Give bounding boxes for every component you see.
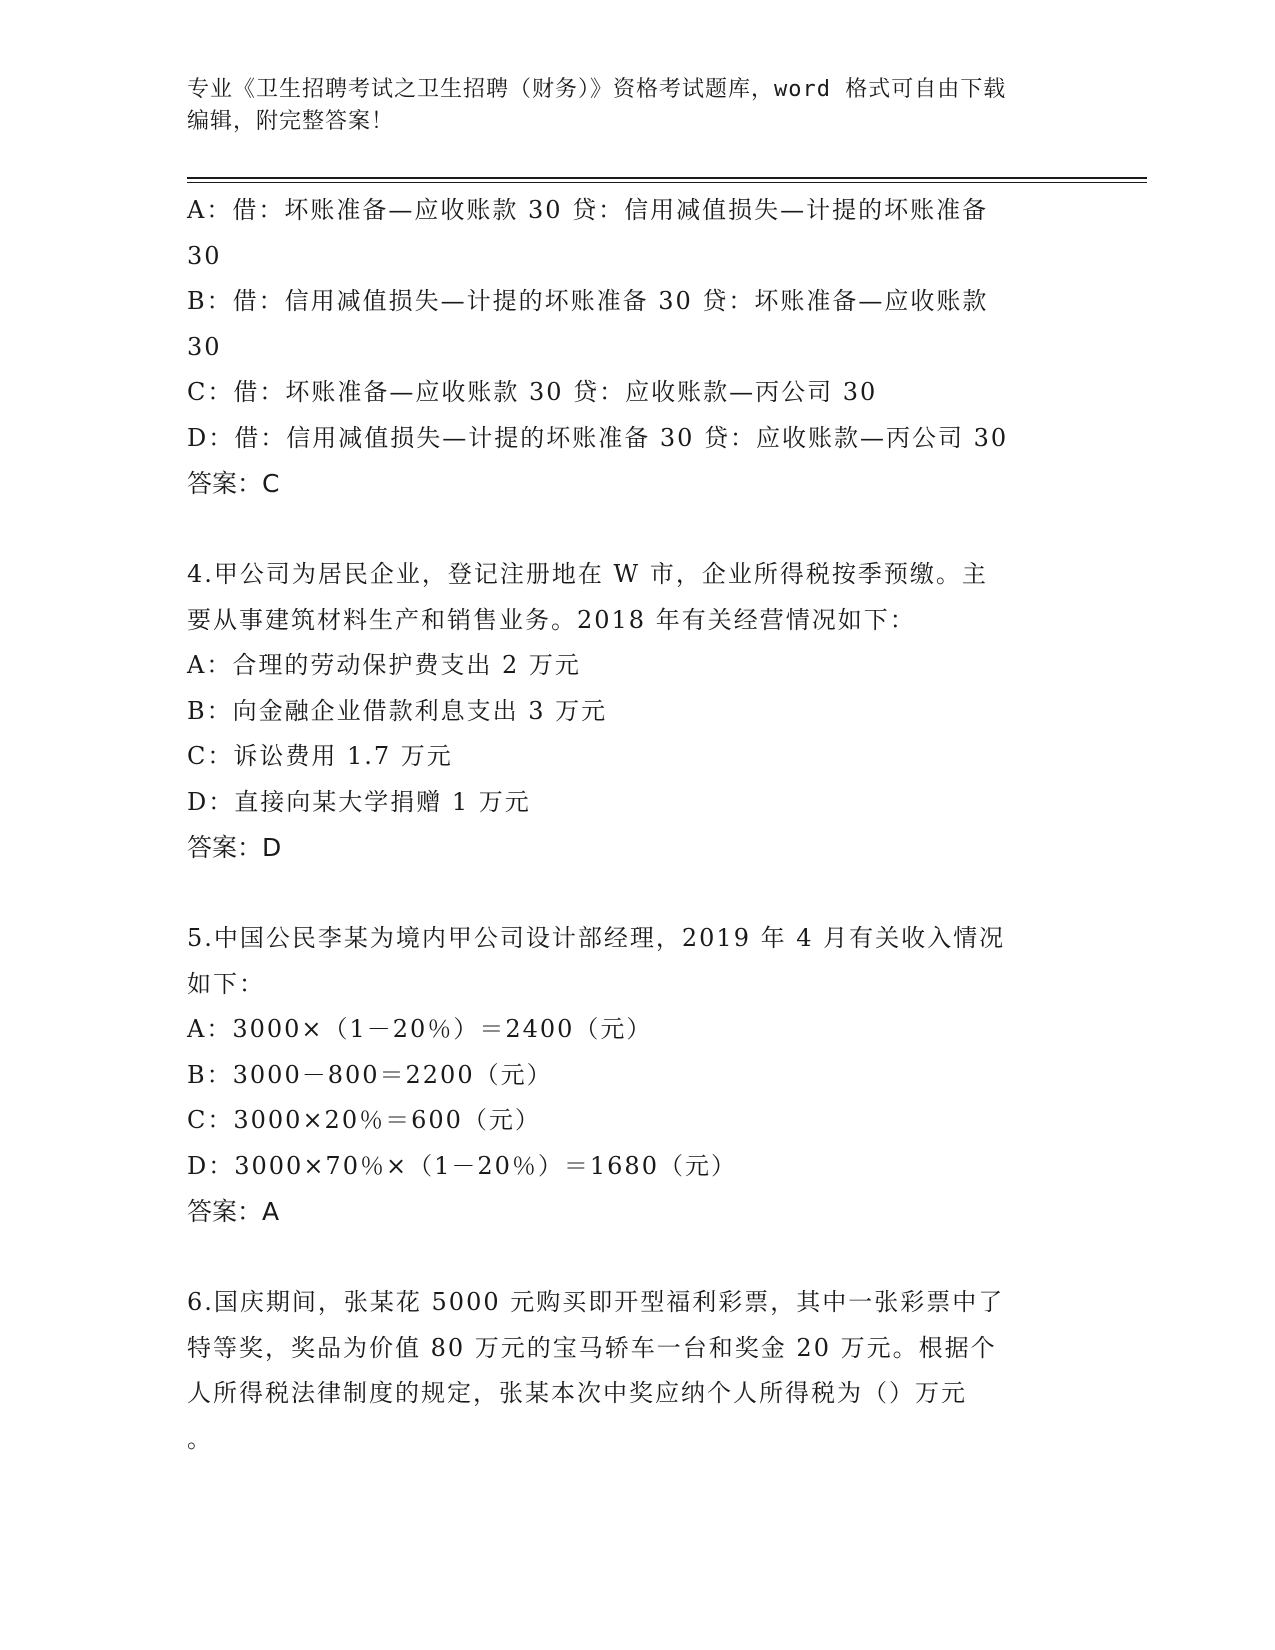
option-a: A：3000×（1－20％）＝2400（元） [187,1015,653,1043]
answer: 答案：C [187,469,280,498]
question-stem: 6.国庆期间，张某花 5000 元购买即开型福利彩票，其中一张彩票中了 [187,1288,1005,1316]
option-a-continued: 30 [187,241,222,270]
question-stem-continued: 如下： [187,969,265,998]
option-b-continued: 30 [187,332,222,361]
option-b: B：借：信用减值损失—计提的坏账准备 30 贷：坏账准备—应收账款 [187,287,989,315]
question-stem-continued: 要从事建筑材料生产和销售业务。2018 年有关经营情况如下： [187,605,916,634]
question-content [187,188,1067,1462]
option-d: D：3000×70％×（1－20％）＝1680（元） [187,1151,737,1180]
page-header [187,74,1067,138]
option-a: A：借：坏账准备—应收账款 30 贷：信用减值损失—计提的坏账准备 [187,196,989,224]
spacer [187,507,1067,553]
option-d: D：直接向某大学捐赠 1 万元 [187,787,531,816]
option-c: C：借：坏账准备—应收账款 30 贷：应收账款—丙公司 30 [187,378,878,406]
question-3 [187,188,1067,507]
header-line-2: 编辑，附完整答案！ [187,109,395,134]
question-stem: 4.甲公司为居民企业，登记注册地在 W 市，企业所得税按季预缴。主 [187,560,988,588]
question-stem-end: 。 [187,1424,213,1453]
header-divider-thin [187,182,1147,183]
question-stem-continued: 人所得税法律制度的规定，张某本次中奖应纳个人所得税为（）万元 [187,1379,967,1407]
answer: 答案：D [187,833,282,862]
question-6 [187,1280,1067,1462]
spacer [187,1235,1067,1281]
option-b: B：向金融企业借款利息支出 3 万元 [187,696,608,725]
question-5 [187,916,1067,1235]
header-line-1: 专业《卫生招聘考试之卫生招聘（财务）》资格考试题库，word 格式可自由下载 [187,77,1007,102]
question-4 [187,552,1067,871]
question-stem-continued: 特等奖，奖品为价值 80 万元的宝马轿车一台和奖金 20 万元。根据个 [187,1333,997,1362]
question-stem: 5.中国公民李某为境内甲公司设计部经理，2019 年 4 月有关收入情况 [187,924,1006,952]
option-c: C：3000×20％＝600（元） [187,1106,541,1134]
answer: 答案：A [187,1197,280,1226]
option-a: A：合理的劳动保护费支出 2 万元 [187,651,581,679]
option-d: D：借：信用减值损失—计提的坏账准备 30 贷：应收账款—丙公司 30 [187,423,1009,452]
header-divider-thick [187,177,1147,179]
option-b: B：3000－800＝2200（元） [187,1060,553,1089]
option-c: C：诉讼费用 1.7 万元 [187,742,453,770]
spacer [187,871,1067,917]
